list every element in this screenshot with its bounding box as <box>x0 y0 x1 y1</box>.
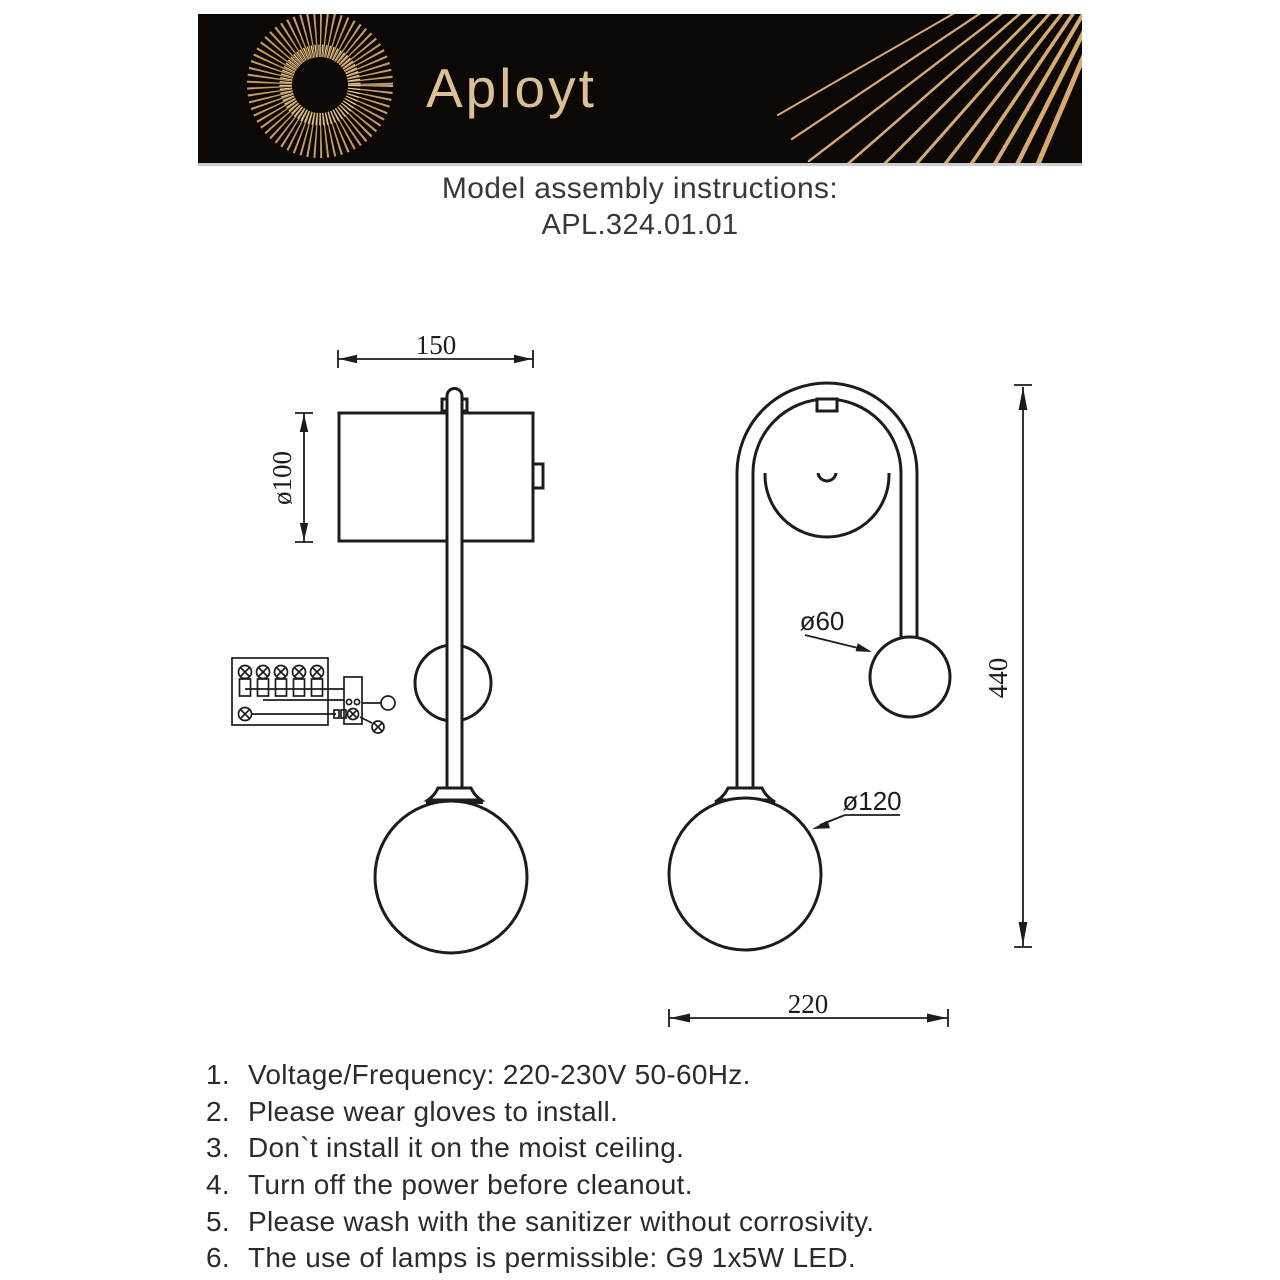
item-number: 6. <box>206 1242 230 1274</box>
small-globe-front <box>870 637 950 717</box>
item-text: Don`t install it on the moist ceiling. <box>248 1132 685 1164</box>
front-width-label: 220 <box>787 989 829 1019</box>
arch-tube <box>737 383 917 789</box>
page-title: Model assembly instructions: <box>441 172 839 205</box>
terminal-screws <box>239 666 324 697</box>
shade-diameter-dimension <box>267 413 313 542</box>
item-number: 2. <box>206 1095 230 1127</box>
side-width-dimension <box>338 330 533 368</box>
item-number: 3. <box>206 1132 230 1164</box>
shade-diameter-label: ø100 <box>267 451 297 505</box>
wiring-diagram <box>232 658 395 733</box>
item-number: 1. <box>206 1059 230 1090</box>
item-text: Voltage/Frequency: 220-230V 50-60Hz. <box>248 1059 751 1090</box>
item-text: Turn off the power before cleanout. <box>248 1169 693 1201</box>
height-label: 440 <box>983 657 1013 699</box>
large-globe-label: ø120 <box>842 786 902 816</box>
glass-globe-side <box>375 801 527 953</box>
small-globe-label: ø60 <box>799 606 845 636</box>
height-dimension <box>983 385 1032 947</box>
small-globe-dimension <box>800 606 872 652</box>
list-item <box>206 1206 1106 1243</box>
list-item <box>206 1169 1106 1206</box>
item-number: 4. <box>206 1169 230 1201</box>
list-item <box>206 1132 1106 1169</box>
list-item <box>206 1059 1106 1096</box>
item-text: The use of lamps is permissible: G9 1x5W LED. <box>248 1242 856 1274</box>
brand-logo-text: Aployt <box>426 57 597 119</box>
shade-side-tab <box>533 464 543 488</box>
item-number: 5. <box>206 1205 230 1237</box>
instruction-list <box>206 1059 1106 1279</box>
lower-screw-symbol <box>372 721 384 733</box>
large-globe-dimension <box>812 786 902 829</box>
rod-side <box>447 389 462 788</box>
item-text: Please wear gloves to install. <box>248 1095 619 1127</box>
ground-screw <box>239 708 252 721</box>
lamp-shade-side <box>339 413 533 541</box>
lamp-symbol <box>381 696 395 710</box>
side-width-label: 150 <box>415 330 457 360</box>
side-view-drawing <box>267 330 543 953</box>
large-globe-front <box>669 798 821 950</box>
front-width-dimension <box>669 989 948 1027</box>
rod-collar-left <box>442 399 447 411</box>
rod-collar-right <box>462 399 467 411</box>
model-number: APL.324.01.01 <box>541 209 739 241</box>
list-item <box>206 1242 1106 1279</box>
list-item <box>206 1096 1106 1133</box>
front-view-drawing <box>669 383 1032 1027</box>
mount-bracket <box>817 399 837 411</box>
item-text: Please wash with the sanitizer without corrosivity. <box>248 1205 875 1237</box>
